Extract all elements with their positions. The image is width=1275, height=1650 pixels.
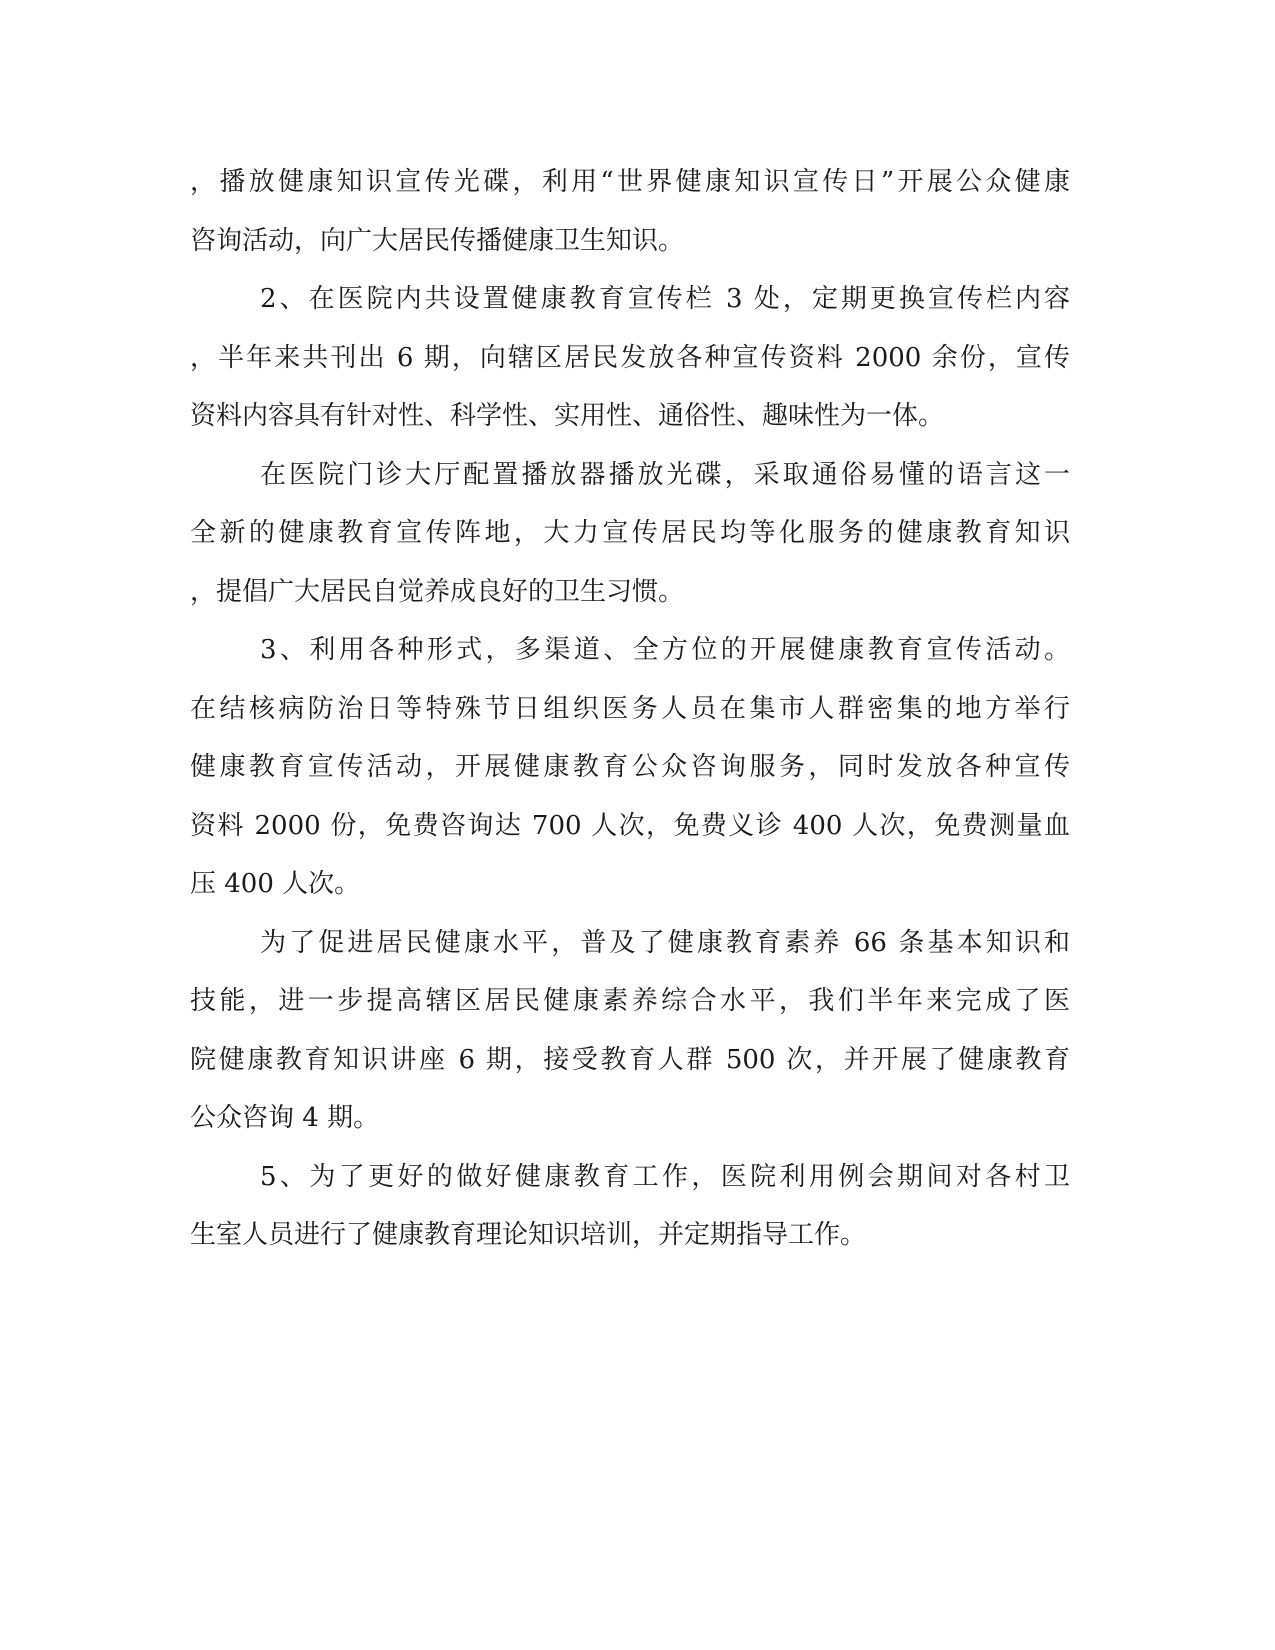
text-line-13: 压 400 人次。	[190, 869, 361, 899]
text-line-16: 院健康教育知识讲座 6 期，接受教育人群 500 次，并开展了健康教育	[190, 1045, 1070, 1075]
text-line-4: ，半年来共刊出 6 期，向辖区居民发放各种宣传资料 2000 余份，宣传	[190, 343, 1070, 373]
text-line-1: ，播放健康知识宣传光碟，利用“世界健康知识宣传日”开展公众健康	[190, 167, 1070, 197]
text-line-10: 在结核病防治日等特殊节日组织医务人员在集市人群密集的地方举行	[190, 694, 1070, 724]
text-line-19: 生室人员进行了健康教育理论知识培训，并定期指导工作。	[190, 1220, 867, 1250]
text-line-11: 健康教育宣传活动，开展健康教育公众咨询服务，同时发放各种宣传	[190, 752, 1070, 782]
text-line-2: 咨询活动，向广大居民传播健康卫生知识。	[190, 226, 685, 256]
text-line-17: 公众咨询 4 期。	[190, 1103, 380, 1133]
text-line-18: 5、为了更好的做好健康教育工作，医院利用例会期间对各村卫	[260, 1162, 1070, 1192]
text-line-7: 全新的健康教育宣传阵地，大力宣传居民均等化服务的健康教育知识	[190, 518, 1070, 548]
text-line-15: 技能，进一步提高辖区居民健康素养综合水平，我们半年来完成了医	[190, 986, 1070, 1016]
text-line-8: ，提倡广大居民自觉养成良好的卫生习惯。	[190, 577, 685, 607]
text-line-3: 2、在医院内共设置健康教育宣传栏 3 处，定期更换宣传栏内容	[260, 284, 1070, 314]
text-line-5: 资料内容具有针对性、科学性、实用性、通俗性、趣味性为一体。	[190, 401, 945, 431]
text-line-12: 资料 2000 份，免费咨询达 700 人次，免费义诊 400 人次，免费测量血	[190, 811, 1070, 841]
text-line-6: 在医院门诊大厅配置播放器播放光碟，采取通俗易懂的语言这一	[260, 460, 1070, 490]
text-line-14: 为了促进居民健康水平，普及了健康教育素养 66 条基本知识和	[260, 928, 1070, 958]
text-line-9: 3、利用各种形式，多渠道、全方位的开展健康教育宣传活动。	[260, 635, 1070, 665]
